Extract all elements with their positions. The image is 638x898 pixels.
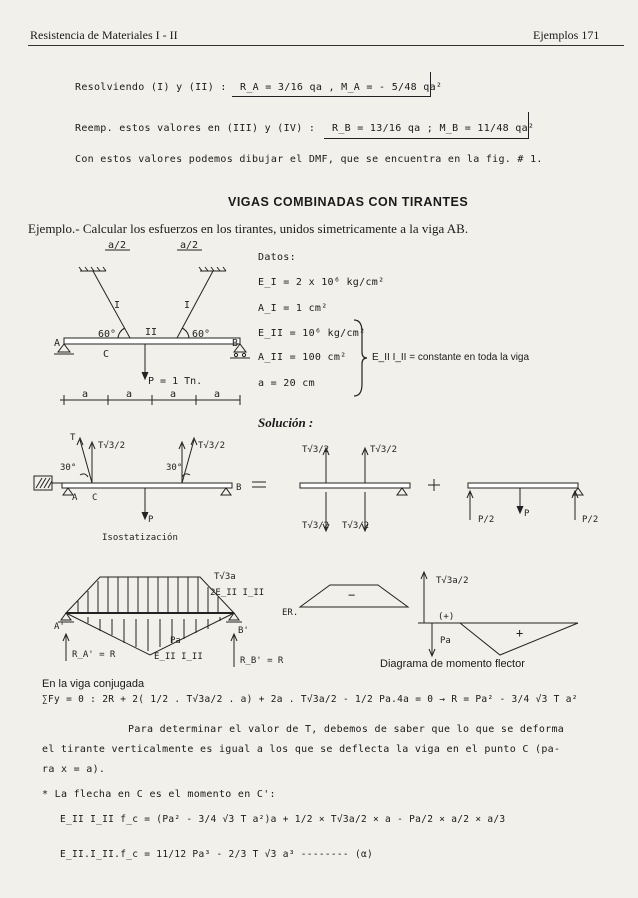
bottom-tirante: el tirante verticalmente es igual a los que se deflecta la viga en el punto C (pa-: [42, 744, 561, 755]
fig2-mid-top-left: T√3/2: [302, 445, 330, 455]
fig1-label-I-left: I: [114, 300, 121, 311]
fig3-plus: +: [516, 626, 524, 640]
line-reemp: Reemp. estos valores en (III) y (IV) :: [75, 123, 316, 134]
bottom-flecha: * La flecha en C es el momento en C':: [42, 789, 276, 800]
fig1-label-A: A: [54, 338, 61, 349]
fig2-P: P: [148, 515, 154, 525]
fig2-A: A: [72, 493, 78, 503]
fig1-dim-a-1: a: [82, 389, 89, 400]
line-dmf: Con estos valores podemos dibujar el DMF, que se encuentra en la fig. # 1.: [75, 154, 543, 165]
datos-row-AII: A_II = 100 cm²: [258, 352, 347, 363]
fig1-label-B: B: [232, 338, 239, 349]
example-statement: Ejemplo.- Calcular los esfuerzos en los tirantes, unidos simetricamente a la viga AB.: [28, 221, 469, 236]
datos-row-a: a = 20 cm: [258, 378, 315, 389]
fig1-label-C: C: [103, 349, 110, 360]
datos-title: Datos:: [258, 252, 296, 263]
fig3-ER: ER.: [282, 608, 299, 618]
fig1-dim-a-2: a: [126, 389, 133, 400]
diagram-caption: Diagrama de momento flector: [380, 658, 525, 670]
fig2-mid-top-right: T√3/2: [370, 445, 398, 455]
figure-beam-tirantes: [50, 238, 250, 418]
line-resolviendo: Resolviendo (I) y (II) :: [75, 82, 227, 93]
fig3-RB: R_B' = R: [240, 656, 284, 666]
fig1-angle-left: 60°: [98, 329, 117, 340]
fig1-label-II: II: [145, 327, 158, 338]
eq-rb-mb: R_B = 13/16 qa ; M_B = 11/48 qa²: [332, 123, 535, 134]
fig2-mid-bot-left: T√3/2: [302, 521, 330, 531]
fig2-P2-left: P/2: [478, 515, 495, 525]
bottom-conjugada: En la viga conjugada: [42, 678, 145, 690]
fig2-C: C: [92, 493, 98, 503]
eq-ra-ma: R_A = 3/16 qa , M_A = - 5/48 qa²: [240, 82, 443, 93]
fig3-EI2: E_II I_II: [154, 652, 203, 662]
fig2-right-P: P: [524, 509, 530, 519]
fig2-B: B: [236, 483, 242, 493]
fig3-B: B': [238, 626, 249, 636]
eq-box-1: [232, 72, 431, 97]
fig1-dim-a-3: a: [170, 389, 177, 400]
fig3-minus: −: [348, 588, 356, 602]
fig2-isost: Isostatización: [102, 533, 178, 543]
fig2-mid-bot-right: T√3/2: [342, 521, 370, 531]
bottom-para: Para determinar el valor de T, debemos de saber que lo que se deforma: [128, 724, 565, 735]
header-right: Ejemplos 171: [533, 28, 600, 42]
figure-viga-conjugada: [30, 565, 630, 680]
fig2-angle-left: 30°: [60, 463, 77, 473]
bottom-ra: ra x = a).: [42, 764, 106, 775]
fig1-dim-a-4: a: [214, 389, 221, 400]
bottom-eq1: E_II I_II f_c = (Pa² - 3/4 √3 T a²)a + 1/2 × T√3a/2 × a - Pa/2 × a/2 × a/3: [60, 814, 506, 825]
fig1-angle-right: 60°: [192, 329, 211, 340]
fig3-EI: 2E_II I_II: [210, 588, 265, 598]
fig2-angle-right: 30°: [166, 463, 183, 473]
fig3-top: T√3a: [214, 572, 236, 582]
figure-isostatizacion: [30, 430, 630, 550]
bottom-eq-alpha: E_II.I_II.f_c = 11/12 Pa³ - 2/3 T √3 a³ -------- (α): [60, 849, 374, 860]
datos-row-EI: E_I = 2 x 10⁶ kg/cm²: [258, 277, 385, 288]
fig1-label-I-right: I: [184, 300, 191, 311]
fig3-Pa: Pa: [170, 636, 181, 646]
datos-row-AI: A_I = 1 cm²: [258, 303, 328, 314]
fig2-Tr3-left: T√3/2: [98, 441, 126, 451]
datos-row-EII: E_II = 10⁶ kg/cm²: [258, 328, 366, 339]
section-title: VIGAS COMBINADAS CON TIRANTES: [228, 195, 469, 209]
fig2-Tr3-right: T√3/2: [198, 441, 226, 451]
fig3-Tr3a2: T√3a/2: [436, 576, 469, 586]
fig1-half-a-right: a/2: [180, 240, 199, 251]
fig3-RA: R_A' = R: [72, 650, 116, 660]
datos-note: E_II I_II = constante en toda la viga: [372, 352, 530, 363]
eq-box-2: [324, 112, 529, 139]
solucion-label: Solución :: [258, 415, 314, 430]
fig1-half-a-left: a/2: [108, 240, 127, 251]
datos-brace: [352, 318, 368, 398]
fig1-load: P = 1 Tn.: [148, 376, 203, 387]
header-left: Resistencia de Materiales I - II: [30, 28, 178, 42]
fig3-Pa2: Pa: [440, 636, 451, 646]
fig2-T: T: [70, 433, 76, 443]
bottom-sumfy: ∑Fy = 0 : 2R + 2( 1/2 . T√3a/2 . a) + 2a . T√3a/2 - 1/2 Pa.4a = 0 → R = Pa² - 3/4 √3 T a²: [42, 694, 578, 705]
fig3-plusparen: (+): [438, 612, 455, 622]
header-rule: [28, 45, 624, 46]
fig2-P2-right: P/2: [582, 515, 599, 525]
fig3-A: A': [54, 622, 65, 632]
